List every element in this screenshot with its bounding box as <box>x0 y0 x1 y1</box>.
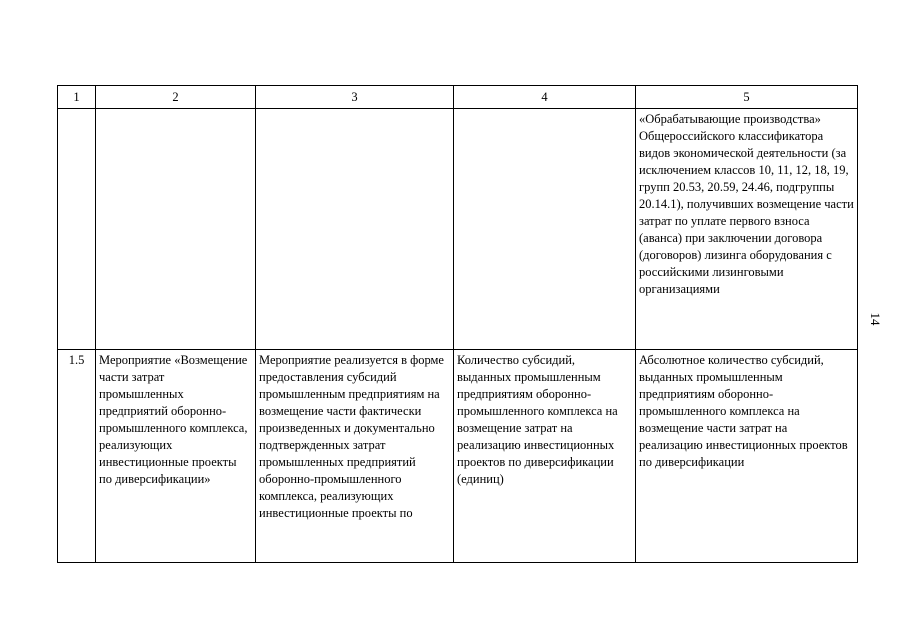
row1-event-cell <box>96 109 256 350</box>
page-number: 14 <box>868 312 883 326</box>
row1-indicator-cell <box>454 109 636 350</box>
indicators-table <box>57 85 858 563</box>
header-cell-4: 4 <box>454 86 636 109</box>
row1-method-cell: «Обрабатывающие производства» Общероссийского классификатора видов экономической деятельности (за исключением классов 10, 11, 12, 18, 19, групп 20.53, 20.59, 24.46, подгруппы 20.14.1), получивших возмещение части затрат по уплате первого взноса (аванса) при заключении договора (договоров) лизинга оборудования с российскими лизинговыми организациями <box>636 109 858 350</box>
row2-method-cell: Абсолютное количество субсидий, выданных промышленным предприятиям оборонно-промышленного комплекса на возмещение части затрат на реализацию инвестиционных проектов по диверсификации <box>636 350 858 563</box>
header-cell-2: 2 <box>96 86 256 109</box>
row1-number-cell <box>58 109 96 350</box>
row2-number-cell: 1.5 <box>58 350 96 563</box>
row1-description-cell <box>256 109 454 350</box>
header-cell-5: 5 <box>636 86 858 109</box>
header-cell-1: 1 <box>58 86 96 109</box>
table-row <box>58 350 858 563</box>
row2-description-cell: Мероприятие реализуется в форме предоставления субсидий промышленным предприятиям на возмещение части фактически произведенных и документально подтвержденных затрат промышленных предприятий оборонно-промышленного комплекса, реализующих инвестиционные проекты по <box>256 350 454 563</box>
header-cell-3: 3 <box>256 86 454 109</box>
table-row <box>58 109 858 350</box>
row2-indicator-cell: Количество субсидий, выданных промышленным предприятиям оборонно-промышленного комплекса на возмещение затрат на реализацию инвестиционных проектов по диверсификации (единиц) <box>454 350 636 563</box>
row2-event-cell: Мероприятие «Возмещение части затрат промышленных предприятий оборонно-промышленного комплекса, реализующих инвестиционные проекты по диверсификации» <box>96 350 256 563</box>
table-header-row <box>58 86 858 109</box>
